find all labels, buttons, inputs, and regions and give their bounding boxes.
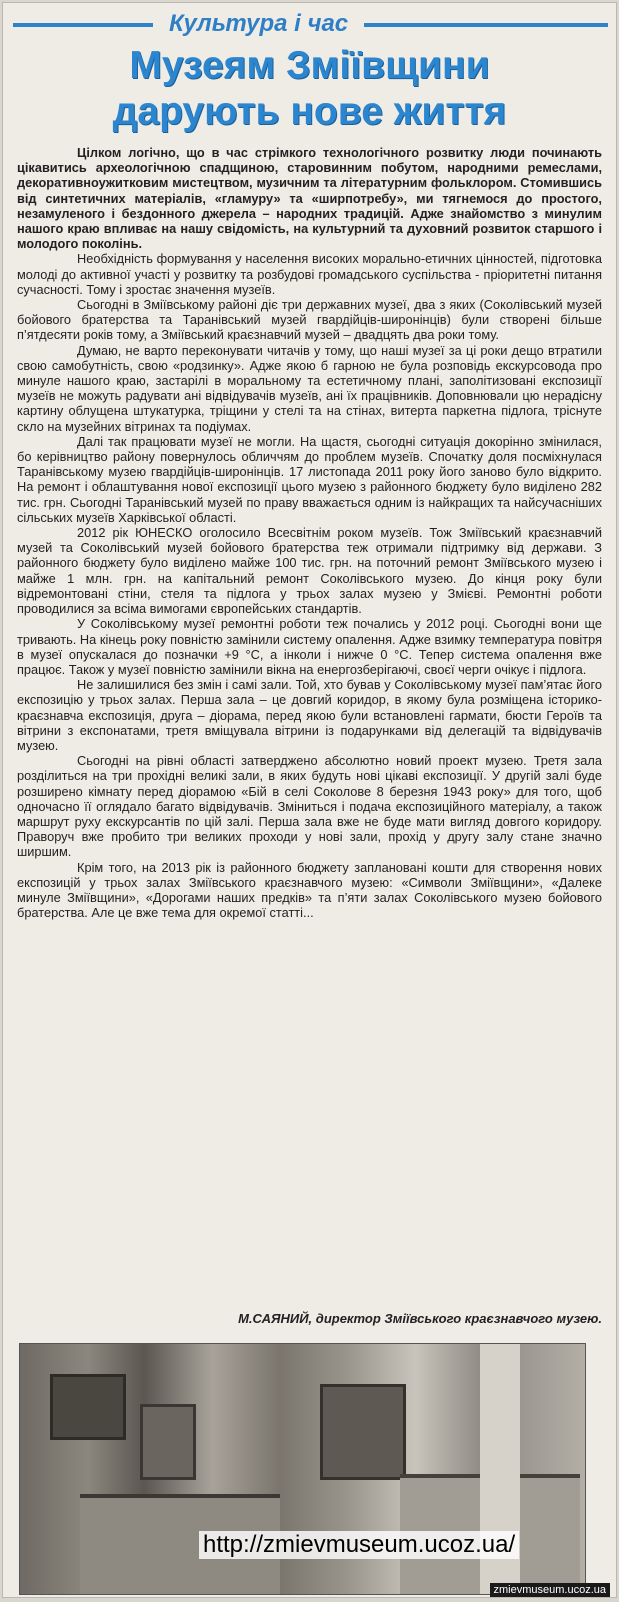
- paragraph: Крім того, на 2013 рік із районного бюджету заплановані кошти для створення нових експозицій у трьох залах Зміївського краєзнавчого музею: «Символи Зміївщини», «Далеке минуле Зміївщини», «Дорогами наших предків» та п’яти залах Соколівського музею бойового братерства. Але це вже тема для окремої статті...: [17, 859, 602, 921]
- photo-frame: [140, 1404, 196, 1480]
- watermark: zmievmuseum.ucoz.ua: [490, 1583, 611, 1597]
- paragraph: Необхідність формування у населення високих морально-етичних цінностей, підготовка молоді до активної участі у розвитку та розбудові громадського суспільства - пріоритетні питання сучасності. Тому і зростає значення музеїв.: [17, 251, 602, 297]
- headline-line-1: Музеям Зміївщини: [129, 44, 490, 87]
- headline-line-2: дарують нове життя: [112, 90, 507, 133]
- article-body: [17, 145, 602, 920]
- rubric-row: [13, 9, 608, 39]
- paragraph: Далі так працювати музеї не могли. На щастя, сьогодні ситуація докорінно змінилася, бо керівництво району повернулось обличчям до проблем музеїв. Спочатку доля посміхнулася Таранівському музею гвардійців-широнінців. 17 листопада 2011 року його заново було відкрито. На ремонт і облаштування нової експозиції цього музею з районного бюджету було виділено 282 тис. грн. Сьогодні Таранівський музей по праву вважається одним із найкращих та найсучасніших сільських музеїв Харківської області.: [17, 433, 602, 525]
- photo-frame: [50, 1374, 126, 1440]
- source-url[interactable]: http://zmievmuseum.ucoz.ua/: [199, 1531, 519, 1559]
- paragraph: 2012 рік ЮНЕСКО оголосило Всесвітнім роком музеїв. Тож Зміївський краєзнавчий музей та Соколівський музей бойового братерства теж отримали підтримку від держави. З районного бюджету було виділено майже 100 тис. грн. на поточний ремонт Зміївського музею і майже 1 млн. грн. на капітальний ремонт Соколівського музею. До кінця року були відремонтовані стіни, стеля та підлога у трьох залах музею у Змієві. Ремонтні роботи проводилися за всіма вимогами європейських стандартів.: [17, 525, 602, 617]
- paragraph: У Соколівському музеї ремонтні роботи теж почались у 2012 році. Сьогодні вони ще тривають. На кінець року повністю замінили систему опалення. Адже взимку температура повітря в музеї опускалася до позначки +9 °С, а інколи і нижче 0 °С. Тепер система опалення вже працює. Також у музеї повністю замінили вікна на енергозберігаючі, своєї черги очікує і підлога.: [17, 616, 602, 677]
- author-signature: М.САЯНИЙ, директор Зміївського краєзнавчого музею.: [238, 1311, 602, 1326]
- paragraph: Думаю, не варто переконувати читачів у тому, що наші музеї за ці роки дещо втратили свою самобутність, свою «родзинку». Адже якою б гарною не була розповідь екскурсовода про минуле нашого краю, застарілі в моральному та естетичному плані, заполітизовані експозиції музеїв не можуть радувати ані відвідувачів музеїв, ані їх працівників. Доповнювали цю нерадісну картину облущена штукатурка, тріщини у стелі та на стінах, витерта паркетна підлога, тріснуте скло на музейних вітринах та подіумах.: [17, 342, 602, 434]
- paragraph: Не залишилися без змін і самі зали. Той, хто бував у Соколівському музеї пам’ятає його експозицію у трьох залах. Перша зала – це довгий коридор, в якому була розміщена історико-краєзнавча експозиція, друга – діорама, перед якою були встановлені гармати, бюсти Героїв та вітрини з експонатами, третя вміщувала вітрини із подарунками від делегацій та відвідувачів музею.: [17, 677, 602, 753]
- lead-paragraph: Цілком логічно, що в час стрімкого технологічного розвитку люди починають цікавитись археологічною спадщиною, старовинним побутом, народними ремеслами, декоративноужитковим мистецтвом, музичним та літературним фольклором. Стомившись від синтетичних матеріалів, «гламуру» та «ширпотребу», ми тягнемося до простого, незамуленого і бездонного джерела – народних традицій. Адже знайомство з минулим нашого краю впливає на нашу свідомість, на культурний та духовний розвиток старшого і молодого поколінь.: [17, 145, 602, 252]
- paragraph: Сьогодні на рівні області затверджено абсолютно новий проект музею. Третя зала розділиться на три прохідні великі зали, в яких будуть нові цікаві експозиції. У другій залі буде розширено кімнату перед діорамою «Бій в селі Соколове 8 березня 1943 року» для того, щоб одночасно її оглядало багато відвідувачів. Зміниться і подача експозиційного матеріалу, а також маршрут руху екскурсантів по цій залі. Перша зала вже не буде мати вигляд довгого коридору. Праворуч вже пробито три великих проходи у нові зали, прохід у другу залу стане значно ширшим.: [17, 753, 602, 860]
- rubric-label: Культура і час: [153, 9, 364, 39]
- paragraph: Сьогодні в Зміївському районі діє три державних музеї, два з яких (Соколівський музей бойового братерства та Таранівський музей гвардійців-широнінців) були створені більше п’ятдесяти років тому, а Зміївський краєзнавчий музей – двадцять два роки тому.: [17, 297, 602, 343]
- headline: [3, 43, 616, 135]
- newspaper-page: [2, 2, 617, 1598]
- photo-frame: [320, 1384, 406, 1480]
